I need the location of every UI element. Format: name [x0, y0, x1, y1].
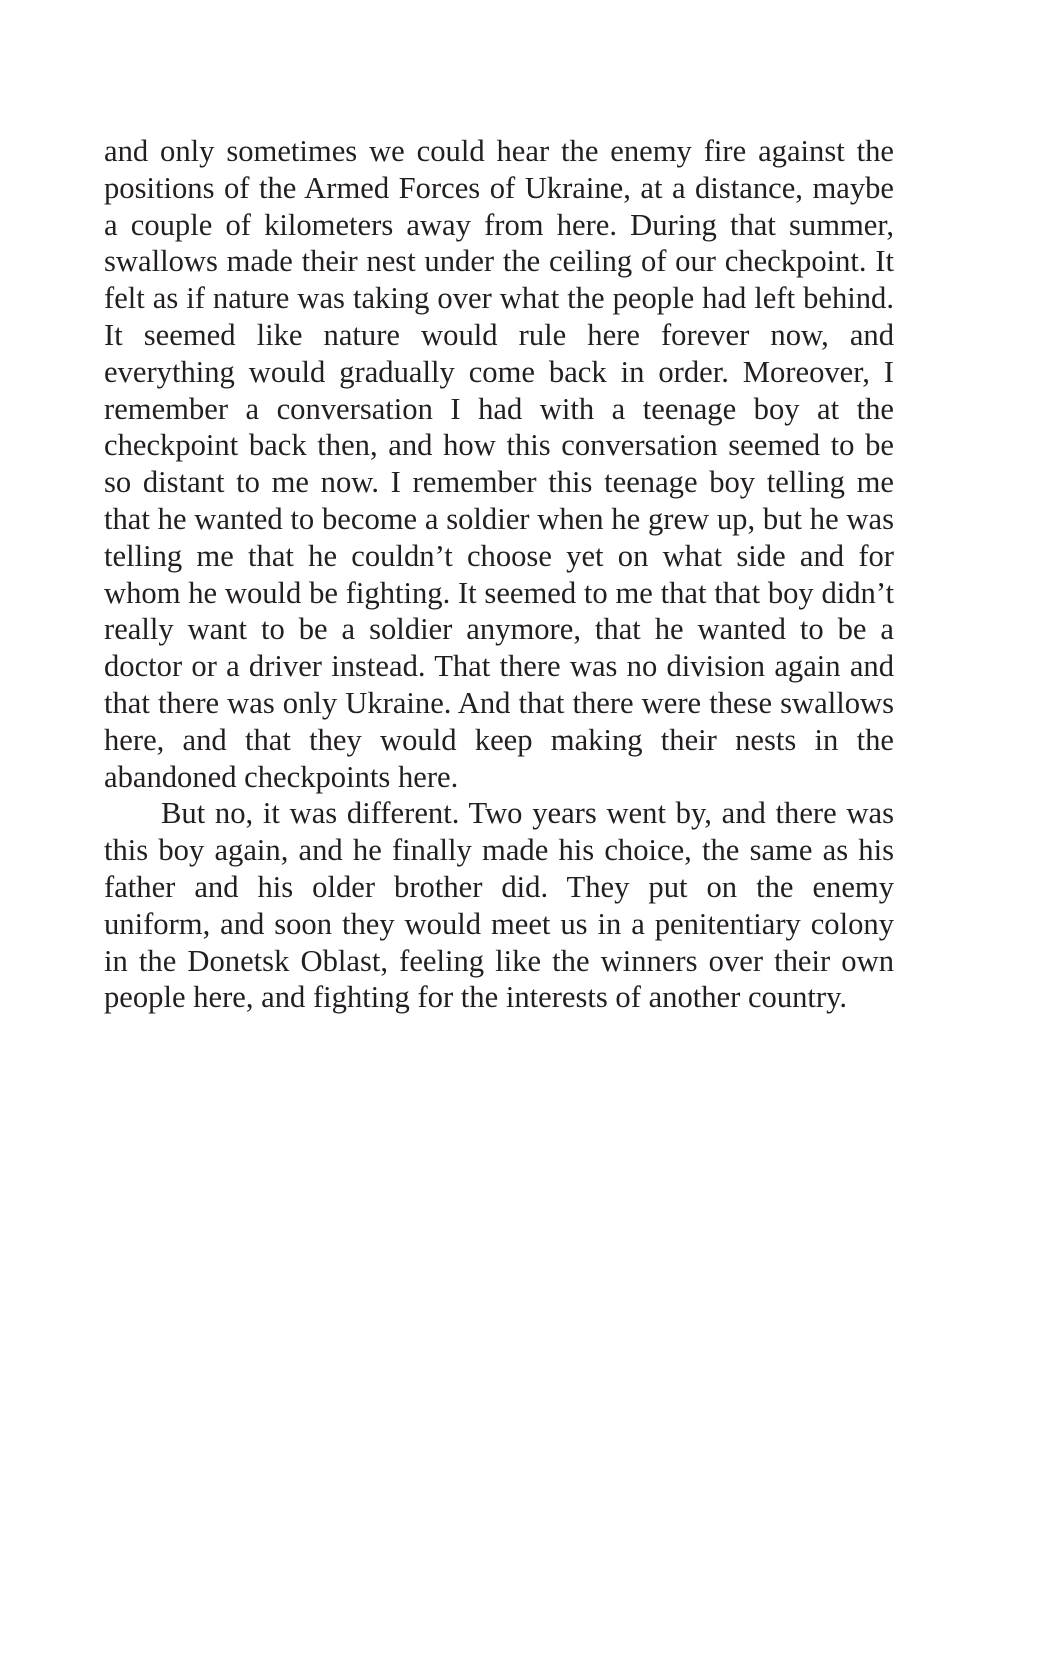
paragraph-continued: and only sometimes we could hear the enemy fire against the positions of the Armed Forces of Ukraine, at a distance, maybe a couple of kilometers away from here. During that summer, swallows made their nest under the ceiling of our checkpoint. It felt as if nature was taking over what the people had left behind. It seemed like nature would rule here forever now, and everything would gradually come back in order. Moreover, I remember a conversation I had with a teenage boy at the checkpoint back then, and how this conversation seemed to be so distant to me now. I remember this teenage boy telling me that he wanted to become a soldier when he grew up, but he was telling me that he couldn’t choose yet on what side and for whom he would be fighting. It seemed to me that that boy didn’t really want to be a soldier anymore, that he wanted to be a doctor or a driver instead. That there was no division again and that there was only Ukraine. And that there were these swallows here, and that they would keep making their nests in the abandoned checkpoints here. — [104, 134, 894, 794]
paragraph: But no, it was different. Two years went by, and there was this boy again, and he finally made his choice, the same as his father and his older brother did. They put on the enemy uniform, and soon they would meet us in a penitentiary colony in the Donetsk Oblast, feeling like the winners over their own people here, and fighting for the interests of another country. — [104, 796, 894, 1015]
body-text — [104, 133, 894, 1016]
